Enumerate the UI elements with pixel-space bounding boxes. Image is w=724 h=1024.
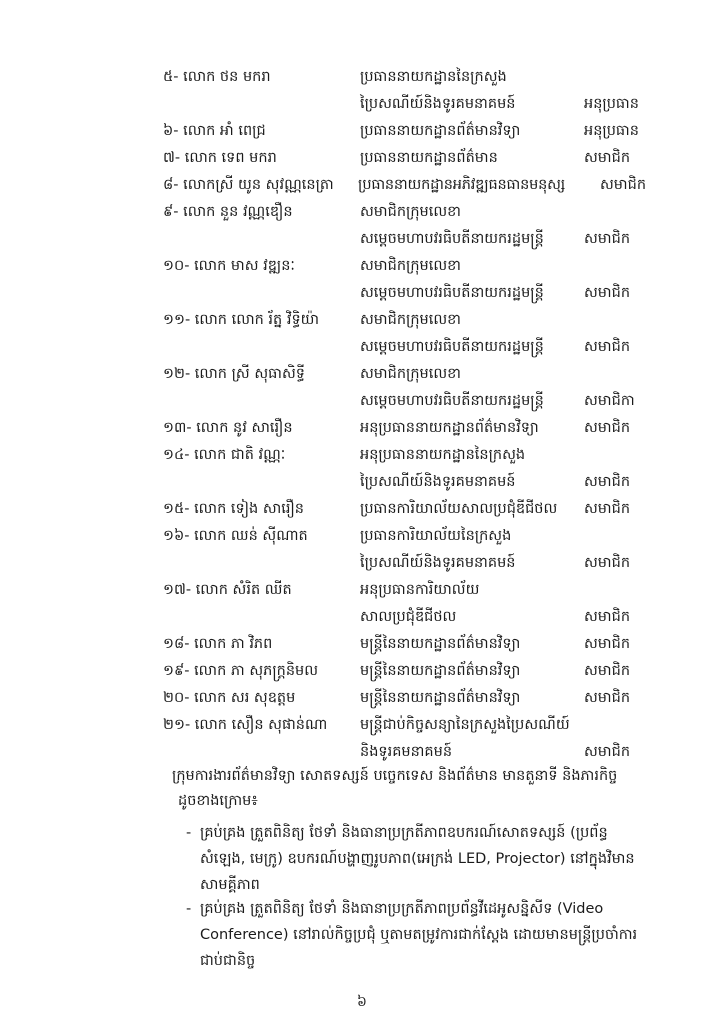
member-row	[0, 608, 724, 632]
member-role: សម្ដេចមហាបវរធិបតីនាយករដ្ឋមន្ត្រី	[360, 231, 544, 247]
member-name: ៦- លោក អាំ ពេជ្រ	[163, 123, 266, 139]
bullet-line: គ្រប់គ្រង ត្រួតពិនិត្យ ថែទាំ និងធានាប្រក្រតីភាពប្រព័ន្ធវីដេអូសន្និសីទ (Video	[200, 901, 604, 917]
member-row	[0, 122, 724, 146]
member-role: សម្ដេចមហាបវរធិបតីនាយករដ្ឋមន្ត្រី	[360, 393, 544, 409]
member-role: ប្រធាននាយកដ្ឋានព័ត៌មានវិទ្យា	[360, 123, 521, 139]
member-name: ១៦- លោក ឈន់ ស៊ីណាត	[163, 528, 308, 544]
member-row	[0, 554, 724, 578]
member-role: អនុប្រធាននាយកដ្ឋានព័ត៌មានវិទ្យា	[360, 420, 539, 436]
member-row	[0, 257, 724, 281]
member-name: ១៣- លោក នូវ សារឿន	[163, 420, 293, 436]
duties-intro-line: ដូចខាងក្រោម៖	[178, 793, 258, 809]
member-role: សមាជិកក្រុមលេខា	[360, 312, 461, 328]
member-role: និងទូរគមនាគមន៍	[360, 744, 453, 760]
member-row	[0, 311, 724, 335]
member-row	[0, 338, 724, 362]
member-row	[0, 716, 724, 740]
member-role: សមាជិកក្រុមលេខា	[360, 258, 461, 274]
member-position: សមាជិក	[584, 501, 631, 517]
member-name: ១៤- លោក ជាតិ វណ្ណៈ	[163, 447, 286, 463]
member-row	[0, 203, 724, 227]
member-role: សមាជិកក្រុមលេខា	[360, 204, 461, 220]
member-row	[0, 500, 724, 524]
member-role: ប្រធាននាយកដ្ឋានព័ត៌មាន	[360, 150, 498, 166]
member-position: សមាជិក	[584, 150, 631, 166]
member-position: សមាជិកា	[584, 393, 635, 409]
member-role: ប្រធានការិយាល័យសាលប្រជុំឌីជីថល	[360, 501, 558, 517]
member-role: មន្ត្រីជាប់កិច្ចសន្យានៃក្រសួងប្រៃសណីយ៍	[360, 717, 570, 733]
member-name: ១២- លោក ស្រី សុធាសិទ្ធី	[163, 366, 305, 382]
member-role: ប្រធាននាយកដ្ឋានអភិវឌ្ឍធនធានមនុស្ស	[358, 177, 566, 193]
member-name: ១១- លោក លោក រ័ត្ន វិទ្ធិយ៉ា	[163, 312, 320, 328]
member-role: អនុប្រធាននាយកដ្ឋាននៃក្រសួង	[360, 447, 526, 463]
member-row	[0, 689, 724, 713]
bullet-text	[200, 896, 650, 974]
member-row	[0, 392, 724, 416]
bullet-line: ជាប់ជានិច្ច	[200, 953, 256, 969]
member-role: ប្រៃសណីយ៍និងទូរគមនាគមន៍	[360, 96, 516, 112]
bullet-dash: -	[186, 825, 192, 841]
member-role: អនុប្រធានការិយាល័យ	[360, 582, 480, 598]
member-row	[0, 419, 724, 443]
bullet-line: សាមគ្គីភាព	[200, 877, 260, 893]
member-row	[0, 95, 724, 119]
member-name: ១៩- លោក ភា សុភក្ត្រនិមល	[163, 663, 319, 679]
bullet-line: គ្រប់គ្រង ត្រួតពិនិត្យ ថែទាំ និងធានាប្រក្រតីភាពឧបករណ៍សោតទស្សន៍ (ប្រព័ន្ធ	[200, 825, 608, 841]
member-name: ៩- លោក នួន វណ្ណឌឿន	[163, 204, 293, 220]
member-position: សមាជិក	[584, 231, 631, 247]
bullet-dash: -	[186, 901, 192, 917]
bullet-text	[200, 820, 650, 898]
member-name: ១៥- លោក ទៀង សារឿន	[163, 501, 304, 517]
member-role: សម្ដេចមហាបវរធិបតីនាយករដ្ឋមន្ត្រី	[360, 285, 544, 301]
member-row	[0, 284, 724, 308]
member-role: ប្រធាននាយកដ្ឋាននៃក្រសួង	[360, 69, 507, 85]
member-role: ប្រៃសណីយ៍និងទូរគមនាគមន៍	[360, 555, 516, 571]
member-row	[0, 581, 724, 605]
member-position: សមាជិក	[584, 339, 631, 355]
member-row	[0, 635, 724, 659]
member-role: មន្ត្រីនៃនាយកដ្ឋានព័ត៌មានវិទ្យា	[360, 663, 521, 679]
member-role: សាលប្រជុំឌីជីថល	[360, 609, 457, 625]
member-position: សមាជិក	[584, 285, 631, 301]
member-row	[0, 527, 724, 551]
member-position: សមាជិក	[584, 420, 631, 436]
member-row	[0, 365, 724, 389]
bullet-line: Conference) នៅរាល់កិច្ចប្រជុំ ឬតាមតម្រូវការជាក់ស្ដែង ដោយមានមន្ត្រីប្រចាំការ	[200, 927, 638, 943]
member-role: ប្រធានការិយាល័យនៃក្រសួង	[360, 528, 512, 544]
member-position: សមាជិក	[584, 663, 631, 679]
member-name: ១៨- លោក ភា វិភព	[163, 636, 273, 652]
member-position: សមាជិក	[584, 636, 631, 652]
member-position: សមាជិក	[600, 177, 647, 193]
duties-intro-paragraph	[172, 764, 647, 814]
member-position: សមាជិក	[584, 609, 631, 625]
member-position: សមាជិក	[584, 744, 631, 760]
member-row	[0, 446, 724, 470]
member-role: សមាជិកក្រុមលេខា	[360, 366, 461, 382]
member-name: ១៧- លោក សំរិត ឈីត	[163, 582, 292, 598]
member-row	[0, 68, 724, 92]
member-role: មន្ត្រីនៃនាយកដ្ឋានព័ត៌មានវិទ្យា	[360, 690, 521, 706]
member-name: ១០- លោក មាស វឌ្ឍនៈ	[163, 258, 295, 274]
member-name: ៥- លោក ថន មករា	[163, 69, 271, 85]
member-position: សមាជិក	[584, 690, 631, 706]
member-row	[0, 230, 724, 254]
member-row	[0, 473, 724, 497]
member-name: ២០- លោក សរ សុឧត្តម	[163, 690, 296, 706]
member-name: ៨- លោកស្រី យូន សុវណ្ណនេត្រា	[163, 177, 334, 193]
member-row	[0, 176, 724, 200]
page-number: ៦	[357, 994, 367, 1010]
bullet-line: សំឡេង, មេក្រូ) ឧបករណ៍បង្ហាញរូបភាព(អេក្រង់ LED, Projector) នៅក្នុងវិមាន	[200, 851, 635, 867]
member-row	[0, 662, 724, 686]
member-name: ២១- លោក សឿន សុផាន់ណា	[163, 717, 328, 733]
member-position: អនុប្រធាន	[584, 96, 639, 112]
duties-intro-line: ក្រុមការងារព័ត៌មានវិទ្យា សោតទស្សន៍ បច្ចេកទេស និងព័ត៌មាន មានតួនាទី និងភារកិច្ច	[172, 768, 618, 784]
member-name: ៧- លោក ទេព មករា	[163, 150, 277, 166]
member-role: មន្ត្រីនៃនាយកដ្ឋានព័ត៌មានវិទ្យា	[360, 636, 521, 652]
member-position: សមាជិក	[584, 555, 631, 571]
member-row	[0, 149, 724, 173]
member-role: ប្រៃសណីយ៍និងទូរគមនាគមន៍	[360, 474, 516, 490]
member-role: សម្ដេចមហាបវរធិបតីនាយករដ្ឋមន្ត្រី	[360, 339, 544, 355]
member-position: អនុប្រធាន	[584, 123, 639, 139]
member-position: សមាជិក	[584, 474, 631, 490]
